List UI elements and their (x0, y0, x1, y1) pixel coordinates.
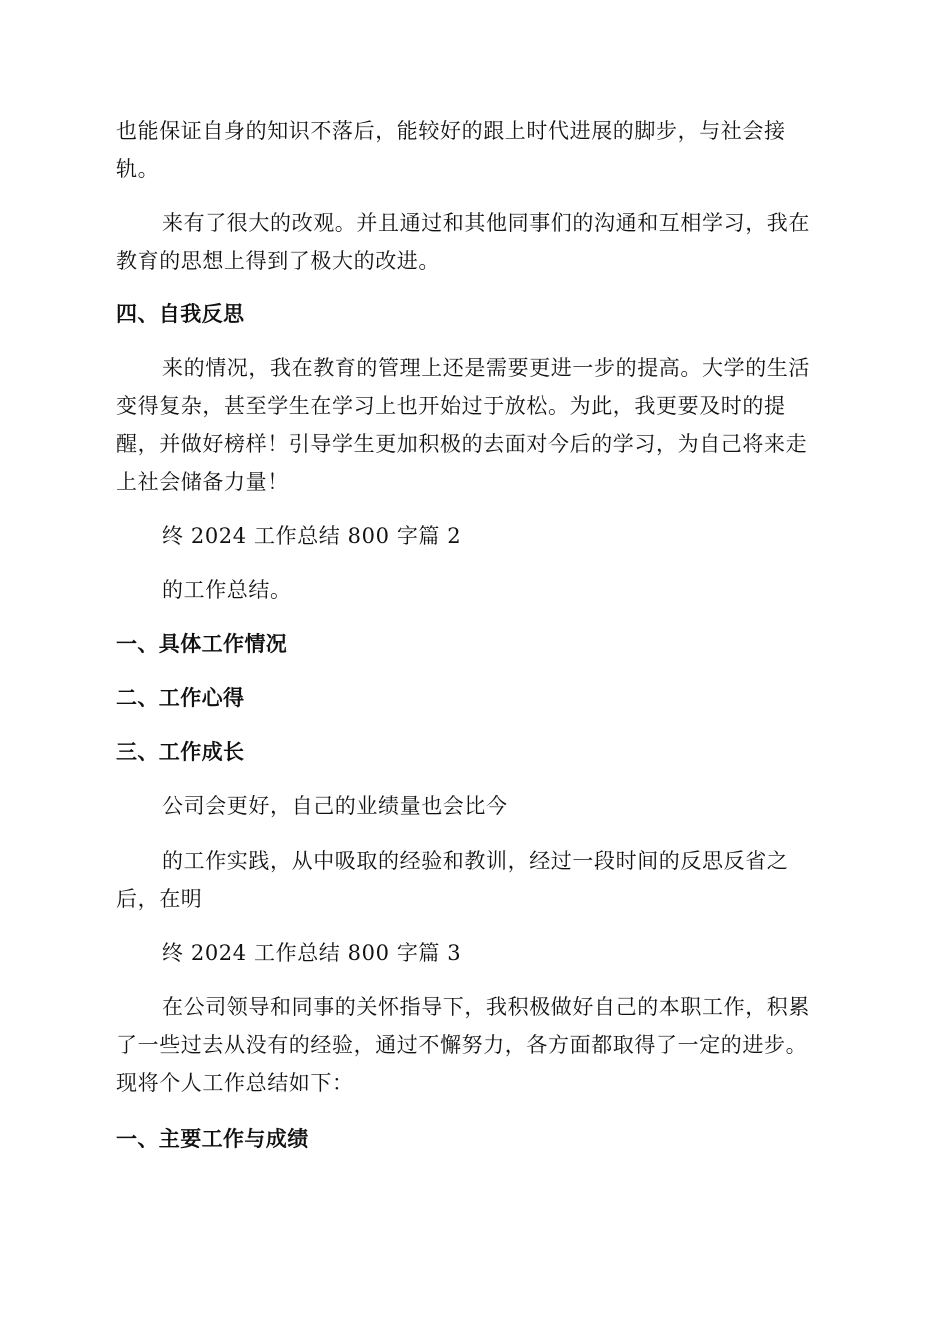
section-title-3: 终 2024 工作总结 800 字篇 3 (162, 941, 462, 965)
paragraph-3-line-4: 上社会储备力量！ (116, 470, 289, 494)
paragraph-1-line-1: 也能保证自身的知识不落后，能较好的跟上时代进展的脚步，与社会接 (116, 119, 786, 143)
heading-main-work: 一、主要工作与成绩 (116, 1127, 309, 1151)
paragraph-2-line-1: 来有了很大的改观。并且通过和其他同事们的沟通和互相学习，我在 (162, 211, 810, 235)
paragraph-1-line-2: 轨。 (116, 157, 160, 181)
paragraph-6-line-1: 的工作实践，从中吸取的经验和教训，经过一段时间的反思反省之 (162, 849, 789, 873)
paragraph-3-line-1: 来的情况，我在教育的管理上还是需要更进一步的提高。大学的生活 (162, 356, 810, 380)
heading-work-insights: 二、工作心得 (116, 686, 245, 710)
heading-self-reflection: 四、自我反思 (116, 302, 245, 326)
heading-work-situation: 一、具体工作情况 (116, 632, 288, 656)
paragraph-7-line-3: 现将个人工作总结如下： (116, 1071, 354, 1095)
paragraph-3-line-3: 醒，并做好榜样！引导学生更加积极的去面对今后的学习，为自己将来走 (116, 432, 808, 456)
paragraph-2-line-2: 教育的思想上得到了极大的改进。 (116, 249, 440, 273)
paragraph-5: 公司会更好，自己的业绩量也会比今 (162, 794, 508, 818)
paragraph-4: 的工作总结。 (162, 578, 292, 602)
heading-work-growth: 三、工作成长 (116, 740, 245, 764)
paragraph-7-line-1: 在公司领导和同事的关怀指导下，我积极做好自己的本职工作，积累 (162, 995, 810, 1019)
paragraph-7-line-2: 了一些过去从没有的经验，通过不懈努力，各方面都取得了一定的进步。 (116, 1033, 808, 1057)
paragraph-3-line-2: 变得复杂，甚至学生在学习上也开始过于放松。为此，我更要及时的提 (116, 394, 786, 418)
paragraph-6-line-2: 后，在明 (116, 887, 203, 911)
section-title-2: 终 2024 工作总结 800 字篇 2 (162, 524, 462, 548)
